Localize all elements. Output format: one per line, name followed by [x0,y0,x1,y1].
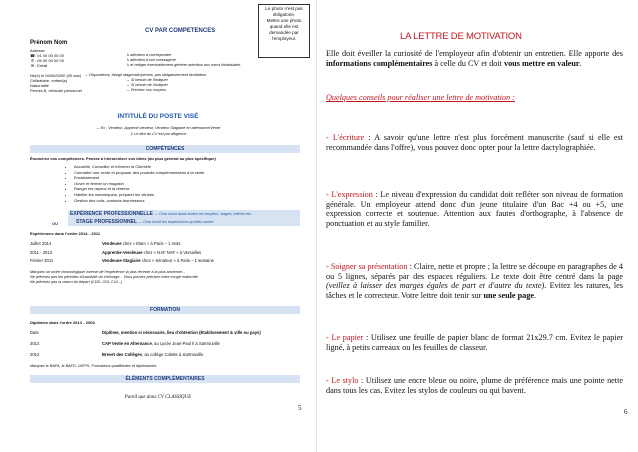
email-icon: ✉ [30,63,35,68]
photo-placeholder: Le photo n'est pas obligatoire. Mettre une photo quand elle est demandée par l'employeur. [258,4,310,58]
formation-list [30,330,305,363]
cv-title: CV PAR COMPETENCES [145,28,216,34]
list-item: • Habiller les mannequins, préparer les vitrines [74,192,205,198]
table-row: 2011 - 2013 Apprentie-Vendeuse chez « NAF NAF » à Versailles [30,249,202,255]
letter-page [318,0,638,452]
table-row: 2014 CAP Vente en Alternance , au Lycée Jean-Paul Il à Sartrouville [30,341,220,346]
formation-header: Diplômes dans l'ordre 2014→2003 [30,320,95,325]
intro-paragraph: Elle doit éveiller la curiosité de l'employeur afin d'obtenir un entretien. Elle apporte des informations complémentaires à celle du CV et doit vous mettre en valeur. [326,49,623,68]
advice-item-stylo: - Le stylo : Utilisez une encre bleue ou noire, plume de préférence mais une pointe nette dans tous les cas. Evitez les stylos de couleurs ou qui bavent. [326,376,623,395]
advice-heading: Quelques conseils pour réaliser une lettre de motivation : [326,93,515,102]
page-number: 6 [624,408,628,416]
stage-band: STAGE PROFESSIONNEL → Cela inclut les expériences qu'elles soient [68,218,300,226]
list-item: • Gestion des colis, contacts fournisseurs [74,198,205,204]
experience-list [30,241,305,267]
page-number: 5 [298,404,302,412]
table-row: 2012 Brevet des Collèges , au collège Colette à Sartrouville [30,352,204,357]
list-item: • Accueillir, Conseiller et informer la Clientèle [74,164,205,170]
list-item: • Ouvrir et fermer un magasin [74,181,205,187]
person-name: Prénom Nom [30,40,68,46]
phone-icon: ☎ [30,53,35,58]
advice-item-papier: - Le papier : Utilisez une feuille de papier blanc de format 21x29.7 cm. Evitez le papier ligné, à petits carreaux ou les feuilles de classeur. [326,333,623,352]
competences-band: COMPÉTENCES [30,145,300,153]
cv-page: CV PAR COMPETENCES Le photo n'est pas obligatoire. Mettre une photo quand elle est demandée par l'employeur. Prénom Nom Adresse ☎: 01 00 00 00 00 ✆: 06 00 00 00 00 ✉: Email ↳ attention à correspondre ↳ attention à son messagerie ↳ et rédiger éventuellement générer attention aux noms fantaisistes Né(e) le 00/00/0000 (00 ans) → Dispositions, élargir diagnostic/permis, pas obligatoirement facilitateur Célibataire, enfant(s) → Si besoin de l'indiquer Nationalité → Si besoin de l'indiquer Permis B, véhicule personnel → Préciser vos moyens INTITULÉ DU POSTE VISÉ → Ex : Vendeur, Apprenti vendeur, Vendeur Stagiaire en alternance/Vente ↳ Le titre du CV est par diligence COMPÉTENCES Énumérez vos compétences. Pensez à hiérarchiser vos idées (du plus général au plus spécifique) • Accueillir, Conseiller et informer la Clientèle • Connaître une vente et proposer des produits complémentaires à la vente • Encaissement • Ouvrir et fermer un magasin • Ranger les rayons et la réserve • Habiller les mannequins, préparer les vitrines • Gestion des colis, contacts fournisseurs EXPÉRIENCE PROFESSIONNELLE → Cela inclut aussi toutes les emplois, stages, intérim etc... OU STAGE PROFESSIONNEL → Cela inclut les expériences qu'elles soient Expériences dans l'ordre 2014→2011 Juillet 2014 Vendeuse chez « Elam » à Paris – 1 mois 2011 - 2013 Apprentie-Vendeuse chez « NAF NAF » à Versailles Février 2011 Vendeuse-Stagiaire chez « Sénateur » à Paris – 1 semaine Marquez un ordre chronologique inverse de l'expérience la plus récente à la plus ancienne... Ne précisez pas les périodes d'inactivité du chômage... Vous pouvez préciser votre congé maternité Ne précisez pas la raison du départ (CDD, CDI, CUI...) FORMATION Diplômes dans l'ordre 2014→2003 Date Diplôme, mention si nécessaire, lieu d'obtention (Établissement & ville ou pays) 2014 CAP Vente en Alternance , au Lycée Jean-Paul Il à Sartrouville 2012 Brevet des Collèges , au collège Colette à Sartrouville Marquez le BAFA, le BAFD, l'AFPS, Formations qualifiantes et diplômantes ÉLÉMENTS COMPLÉMENTAIRES Pareil que dans CV CLASSIQUE 5 [0,0,317,452]
ou-label: OU [52,221,58,226]
table-row: Date Diplôme, mention si nécessaire, lieu d'obtention (Établissement & ville ou pays) [30,330,261,335]
list-item: • Connaître une vente et proposer des produits complémentaires à la vente [74,170,205,176]
email-line: ✉: Email [30,63,48,68]
list-item: • Ranger les rayons et la réserve [74,186,205,192]
mobile-icon: ✆ [30,58,35,63]
advice-item-ecriture: - L'écriture : A savoir qu'une lettre n'est plus forcément manuscrite (sauf si elle est recommandée dans l'offre), vous pouvez donc opter pour la lettre dactylographiée. [326,133,623,152]
table-row: Février 2011 Vendeuse-Stagiaire chez « Sénateur » à Paris – 1 semaine [30,258,214,263]
job-title: INTITULÉ DU POSTE VISÉ [117,113,199,120]
personal-details: Né(e) le 00/00/0000 (00 ans) → Dispositions, élargir diagnostic/permis, pas obligatoirement facilitateur Célibataire, enfant(s) → Si besoin de l'indiquer Nationalité → Si besoin de l'indiquer Permis B, véhicule personnel → Préciser vos moyens [30,73,207,93]
competences-intro: Énumérez vos compétences. Pensez à hiérarchiser vos idées (du plus général au plus spécifique) [30,156,216,161]
formation-band: FORMATION [30,306,300,314]
formation-note: Marquez le BAFA, le BAFD, l'AFPS, Formations qualifiantes et diplômantes [30,364,157,368]
page-title: LA LETTRE DE MOTIVATION [400,31,522,42]
experience-band: EXPÉRIENCE PROFESSIONNELLE → Cela inclut aussi toutes les emplois, stages, intérim etc... [68,210,300,218]
experience-notes: Marquez un ordre chronologique inverse de l'expérience la plus récente à la plus ancienne... Ne précisez pas les périodes d'inactivité du chômage... Vous pouvez préciser votre congé maternité Ne précisez pas la raison du départ (CDD, CDI, CUI...) [30,270,198,284]
mobile-line: ✆: 06 00 00 00 00 [30,58,64,63]
table-row: Juillet 2014 Vendeuse chez « Elam » à Paris – 1 mois [30,241,181,246]
competences-list [62,164,205,203]
contact-notes: ↳ attention à correspondre ↳ attention à son messagerie ↳ et rédiger éventuellement générer attention aux noms fantaisistes [126,53,241,67]
experience-header: Expériences dans l'ordre 2014→2011 [30,231,101,236]
advice-item-expression: - L'expression : Le niveau d'expression du candidat doit refléter son niveau de formation générale. Un employeur attend donc d'un jeune titulaire d'un Bac +4 ou +5, une expression correcte et soutenue. Attention aux fautes d'orthographe, à l'absence de ponctuation et au style familier. [326,190,623,228]
footer-note: Pareil que dans CV CLASSIQUE [124,395,192,400]
complementaires-band: ÉLÉMENTS COMPLÉMENTAIRES [30,375,300,383]
phone-line: ☎: 01 00 00 00 00 [30,53,64,58]
contact-block: Adresse ☎: 01 00 00 00 00 ✆: 06 00 00 00 00 ✉: Email [30,48,150,68]
advice-item-presentation: - Soigner sa présentation : Claire, nette et propre ; la lettre se découpe en paragraphes de 4 ou 5 lignes, séparés par des espaces réguliers. Le texte doit être centré dans la page (veillez à laisser des marges égales de part et d'autre du texte). Evitez les ratures, les tâches et le correcteur. Votre lettre doit tenir sur une seule page. [326,262,623,300]
list-item: • Encaissement [74,175,205,181]
